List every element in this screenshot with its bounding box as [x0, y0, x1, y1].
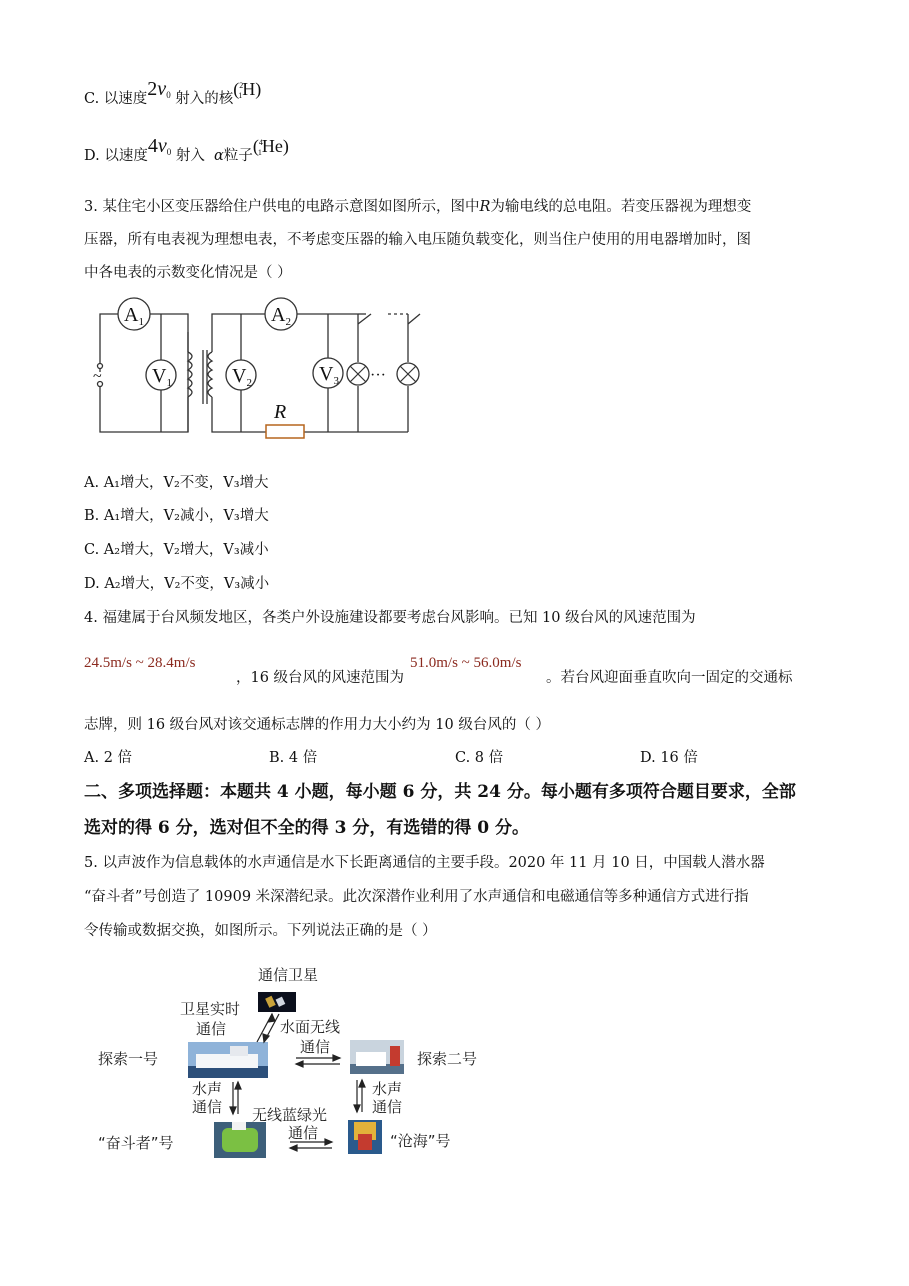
satellite-icon: [258, 992, 296, 1012]
v3-label: $V_3$: [319, 363, 339, 387]
label-laser-2: 通信: [288, 1124, 319, 1142]
label-surface-1: 水面无线: [280, 1018, 341, 1036]
label-sat-link-1: 卫星实时: [180, 1000, 241, 1018]
label-acoustic-left-1: 水声: [192, 1080, 223, 1098]
ship-tansuo1-icon: [188, 1042, 268, 1078]
section2-heading-line2: 选对的得 6 分，选对但不全的得 3 分，有选错的得 0 分。: [84, 818, 529, 838]
label-satellite: 通信卫星: [258, 966, 319, 984]
label-acoustic-right-2: 通信: [372, 1098, 403, 1116]
r-label: R: [274, 401, 287, 423]
q4-range-10: 24.5m/s ~ 28.4m/s: [84, 655, 196, 671]
q4-range-16: 51.0m/s ~ 56.0m/s: [410, 655, 522, 671]
q5-communication-diagram: [92, 962, 512, 1162]
a1-label: $A_1$: [124, 304, 144, 328]
ship-tansuo2-icon: [350, 1040, 404, 1074]
q4-option-d: D. 16 倍: [640, 750, 698, 766]
section2-heading-line1: 二、多项选择题：本题共 4 小题，每小题 6 分，共 24 分。每小题有多项符合题目要求，全部: [84, 782, 796, 802]
label-acoustic-right-1: 水声: [372, 1080, 403, 1098]
q3-option-d: D. A₂增大，V₂不变，V₃减小: [84, 576, 270, 592]
q2-c-nucleus: ($^2$1H): [233, 79, 262, 100]
q4-stem-tail: 。若台风迎面垂直吹向一固定的交通标: [546, 670, 793, 686]
q2-option-c: C. 以速度$2v_0$ 射入的核($^2$1H): [84, 78, 262, 107]
q2-d-nucleus: ($^4$1He): [252, 136, 289, 157]
label-ship2: 探索二号: [417, 1050, 478, 1068]
q4-option-a: A. 2 倍: [84, 750, 133, 766]
q4-stem-mid: ，16 级台风的风速范围为: [236, 670, 405, 686]
q4-stem-line3: 志牌，则 16 级台风对该交通标志牌的作用力大小约为 10 级台风的（ ）: [84, 717, 550, 733]
q3-option-c: C. A₂增大，V₂增大，V₃减小: [84, 542, 269, 558]
v1-label: $V_1$: [152, 365, 172, 389]
a2-label: $A_2$: [271, 304, 291, 328]
label-laser-1: 无线蓝绿光: [252, 1106, 328, 1124]
q3-stem-line3: 中各电表的示数变化情况是（ ）: [84, 265, 292, 281]
q4-option-c: C. 8 倍: [455, 750, 504, 766]
label-ship1: 探索一号: [98, 1050, 159, 1068]
q5-stem-line3: 令传输或数据交换，如图所示。下列说法正确的是（ ）: [84, 923, 437, 939]
lander-canghai-icon: [348, 1120, 382, 1154]
ac-source-icon: ~: [93, 368, 102, 385]
q4-stem-line1: 4. 福建属于台风频发地区，各类户外设施建设都要考虑台风影响。已知 10 级台风的风速范围为: [84, 610, 696, 626]
q2-d-coef: $4v_0$: [147, 135, 172, 157]
q3-stem-line2: 压器，所有电表视为理想电表，不考虑变压器的输入电压随负载变化，则当住户使用的用电器增加时，图: [84, 232, 751, 248]
label-fendouzhe: “奋斗者”号: [98, 1134, 174, 1152]
label-acoustic-left-2: 通信: [192, 1098, 223, 1116]
label-canghai: “沧海”号: [390, 1132, 451, 1150]
v2-label: $V_2$: [232, 365, 252, 389]
lamp-dots: ···: [370, 367, 386, 384]
q3-option-b: B. A₁增大，V₂减小，V₃增大: [84, 508, 269, 524]
label-sat-link-2: 通信: [196, 1020, 227, 1038]
q3-stem-line1: 3. 某住宅小区变压器给住户供电的电路示意图如图所示，图中R为输电线的总电阻。若变压器视为理想变: [84, 199, 752, 215]
q2-option-d: D. 以速度$4v_0$ 射入 α粒子($^4$1He): [84, 135, 289, 164]
q5-stem-line2: “奋斗者”号创造了 10909 米深潜纪录。此次深潜作业利用了水声通信和电磁通信等多种通信方式进行指: [84, 889, 749, 905]
submersible-fendouzhe-icon: [214, 1122, 266, 1158]
q2-c-coef: $2v_0$: [147, 78, 171, 100]
resistor-r: [266, 425, 304, 438]
q4-option-b: B. 4 倍: [269, 750, 318, 766]
label-surface-2: 通信: [300, 1038, 331, 1056]
q5-stem-line1: 5. 以声波作为信息载体的水声通信是水下长距离通信的主要手段。2020 年 11 月 10 日，中国载人潜水器: [84, 855, 765, 871]
q3-circuit-diagram: [88, 292, 428, 442]
q3-option-a: A. A₁增大，V₂不变，V₃增大: [84, 475, 269, 491]
